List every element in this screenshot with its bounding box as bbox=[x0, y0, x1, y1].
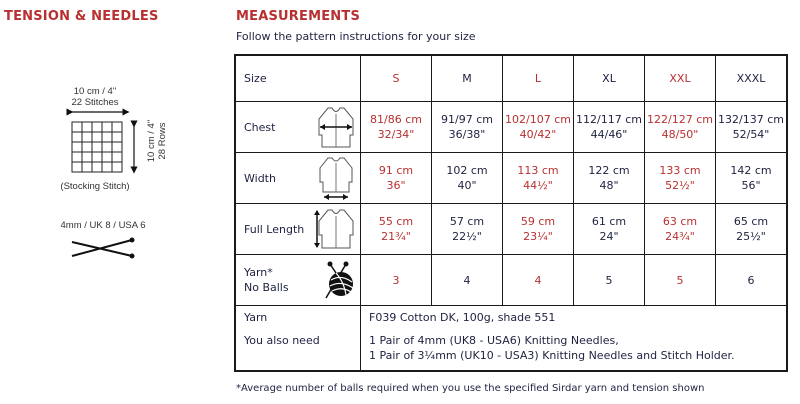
swatch-width-label: 10 cm / 4" bbox=[73, 86, 117, 97]
chest-m-cm: 91/97 cm bbox=[441, 113, 493, 126]
balls-l: 4 bbox=[503, 255, 574, 306]
balls-xxl: 5 bbox=[645, 255, 716, 306]
yarn-info-labels bbox=[235, 306, 361, 372]
swatch-height-label: 10 cm / 4" bbox=[146, 119, 157, 163]
swatch-caption: (Stocking Stitch) bbox=[60, 181, 130, 192]
width-xxl-cm: 133 cm bbox=[659, 164, 701, 177]
size-label: Size bbox=[244, 72, 267, 85]
full-length-label: Full Length bbox=[244, 222, 305, 236]
width-m-cm: 102 cm bbox=[446, 164, 488, 177]
width-row bbox=[235, 153, 787, 204]
width-s-in: 36" bbox=[386, 179, 406, 192]
chest-s bbox=[361, 102, 432, 153]
yarn-ball-icon bbox=[322, 260, 356, 300]
full-length-label-cell bbox=[235, 204, 361, 255]
width-l-cm: 113 cm bbox=[517, 164, 559, 177]
needle-size-label: 4mm / UK 8 / USA 6 bbox=[60, 220, 146, 231]
width-xxl-in: 52½" bbox=[665, 179, 695, 192]
length-l-in: 23¼" bbox=[523, 230, 553, 243]
length-xxxl bbox=[716, 204, 788, 255]
measurements-table bbox=[234, 54, 788, 372]
yarn-value: F039 Cotton DK, 100g, shade 551 bbox=[369, 311, 556, 324]
swatch-width-labels bbox=[60, 86, 130, 108]
knitting-needles-icon bbox=[70, 236, 140, 260]
tension-swatch-grid-icon bbox=[66, 108, 146, 180]
length-l bbox=[503, 204, 574, 255]
yarn-balls-label-line2: No Balls bbox=[244, 281, 289, 294]
width-xxxl bbox=[716, 153, 788, 204]
width-m bbox=[432, 153, 503, 204]
yarn-info-values bbox=[361, 306, 788, 372]
chest-xxl-cm: 122/127 cm bbox=[647, 113, 713, 126]
chest-m bbox=[432, 102, 503, 153]
length-l-cm: 59 cm bbox=[520, 215, 556, 228]
chest-xl-in: 44/46" bbox=[590, 128, 628, 141]
yarn-info-row bbox=[235, 306, 787, 372]
width-xl-cm: 122 cm bbox=[588, 164, 630, 177]
length-xxxl-in: 25½" bbox=[736, 230, 766, 243]
swatch-rows-label: 28 Rows bbox=[157, 122, 168, 160]
chest-s-in: 32/34" bbox=[377, 128, 415, 141]
width-xxl bbox=[645, 153, 716, 204]
width-xxxl-in: 56" bbox=[741, 179, 761, 192]
also-need-label: You also need bbox=[244, 334, 320, 347]
tension-needles-heading: TENSION & NEEDLES bbox=[4, 9, 159, 24]
chest-xxxl bbox=[716, 102, 788, 153]
size-s: S bbox=[361, 55, 432, 102]
chest-s-cm: 81/86 cm bbox=[370, 113, 422, 126]
length-m-in: 22½" bbox=[452, 230, 482, 243]
yarn-balls-label-cell bbox=[235, 255, 361, 306]
chest-row bbox=[235, 102, 787, 153]
width-m-in: 40" bbox=[457, 179, 477, 192]
chest-m-in: 36/38" bbox=[448, 128, 486, 141]
size-xl: XL bbox=[574, 55, 645, 102]
length-xl-cm: 61 cm bbox=[591, 215, 627, 228]
size-xxxl: XXXL bbox=[716, 55, 788, 102]
chest-xxl-in: 48/50" bbox=[661, 128, 699, 141]
chest-l bbox=[503, 102, 574, 153]
chest-xxl bbox=[645, 102, 716, 153]
size-header-row bbox=[235, 55, 787, 102]
yarn-balls-row bbox=[235, 255, 787, 306]
size-label-cell bbox=[235, 55, 361, 102]
garment-length-icon bbox=[312, 207, 356, 251]
measurements-subtitle: Follow the pattern instructions for your size bbox=[236, 30, 476, 43]
width-s-cm: 91 cm bbox=[378, 164, 414, 177]
chest-label-cell bbox=[235, 102, 361, 153]
balls-xl: 5 bbox=[574, 255, 645, 306]
length-s-in: 21¾" bbox=[381, 230, 411, 243]
size-m: M bbox=[432, 55, 503, 102]
also-need-line-2: 1 Pair of 3¼mm (UK10 - USA3) Knitting Needles and Stitch Holder. bbox=[369, 349, 735, 362]
length-m-cm: 57 cm bbox=[449, 215, 485, 228]
length-m bbox=[432, 204, 503, 255]
garment-width-icon bbox=[316, 156, 356, 200]
length-s bbox=[361, 204, 432, 255]
width-xl-in: 48" bbox=[599, 179, 619, 192]
chest-xl-cm: 112/117 cm bbox=[576, 113, 642, 126]
measurements-heading: MEASUREMENTS bbox=[236, 9, 361, 24]
footnote: *Average number of balls required when you use the specified Sirdar yarn and tension shown bbox=[236, 383, 705, 394]
chest-xxxl-in: 52/54" bbox=[732, 128, 770, 141]
size-l: L bbox=[503, 55, 574, 102]
length-xl-in: 24" bbox=[599, 230, 619, 243]
chest-xl bbox=[574, 102, 645, 153]
full-length-row bbox=[235, 204, 787, 255]
length-xxl bbox=[645, 204, 716, 255]
length-xxl-in: 24¾" bbox=[665, 230, 695, 243]
balls-m: 4 bbox=[432, 255, 503, 306]
yarn-label: Yarn bbox=[244, 311, 268, 324]
length-xxl-cm: 63 cm bbox=[662, 215, 698, 228]
garment-chest-icon bbox=[316, 105, 356, 149]
width-s bbox=[361, 153, 432, 204]
chest-l-cm: 102/107 cm bbox=[505, 113, 571, 126]
swatch-stitches-label: 22 Stitches bbox=[71, 97, 119, 108]
balls-s: 3 bbox=[361, 255, 432, 306]
size-xxl: XXL bbox=[645, 55, 716, 102]
balls-xxxl: 6 bbox=[716, 255, 788, 306]
width-xl bbox=[574, 153, 645, 204]
chest-label: Chest bbox=[244, 120, 276, 134]
length-xl bbox=[574, 204, 645, 255]
length-s-cm: 55 cm bbox=[378, 215, 414, 228]
width-xxxl-cm: 142 cm bbox=[730, 164, 772, 177]
chest-l-in: 40/42" bbox=[519, 128, 557, 141]
width-label-cell bbox=[235, 153, 361, 204]
yarn-balls-label bbox=[244, 265, 289, 295]
width-label: Width bbox=[244, 171, 276, 185]
length-xxxl-cm: 65 cm bbox=[733, 215, 769, 228]
swatch-height-labels bbox=[146, 110, 168, 172]
yarn-balls-label-line1: Yarn* bbox=[244, 266, 273, 279]
width-l bbox=[503, 153, 574, 204]
chest-xxxl-cm: 132/137 cm bbox=[718, 113, 784, 126]
width-l-in: 44½" bbox=[523, 179, 553, 192]
also-need-line-1: 1 Pair of 4mm (UK8 - USA6) Knitting Needles, bbox=[369, 334, 619, 347]
